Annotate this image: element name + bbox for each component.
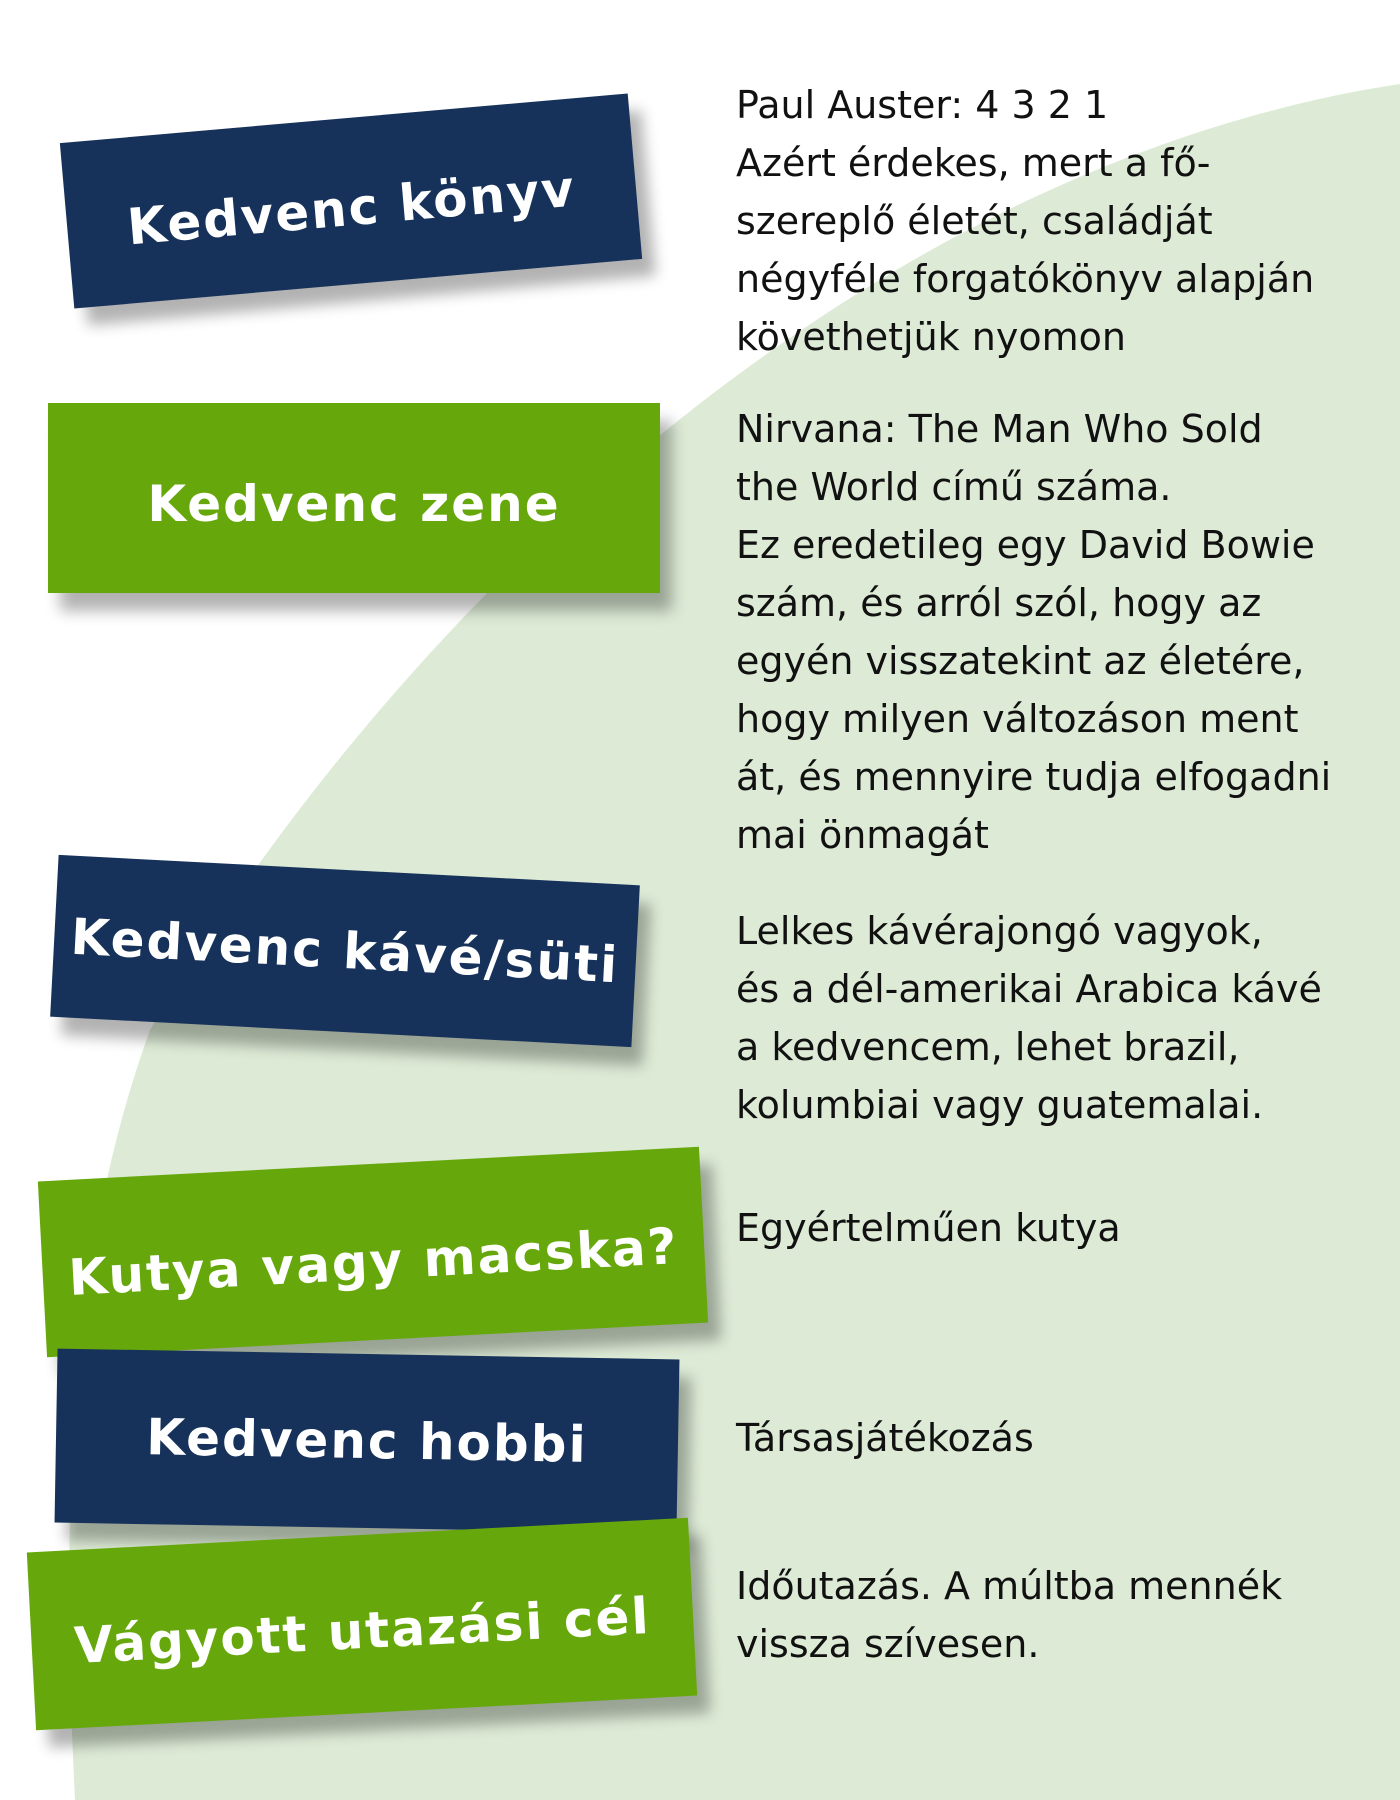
label-text: Kedvenc könyv	[125, 159, 579, 257]
answer-kedvenc-kave-suti	[736, 902, 1376, 1134]
label-text: Kedvenc hobbi	[145, 1408, 589, 1474]
answer-line: Azért érdekes, mert a fő-	[736, 141, 1211, 185]
answer-kedvenc-hobbi	[736, 1409, 1376, 1467]
answer-line: és a dél-amerikai Arabica kávé	[736, 967, 1322, 1011]
label-kedvenc-zene	[48, 403, 660, 593]
answer-line: szereplő életét, családját	[736, 199, 1213, 243]
label-kedvenc-hobbi	[55, 1349, 680, 1534]
answer-line: vissza szívesen.	[736, 1622, 1040, 1666]
answer-line: Társasjátékozás	[736, 1416, 1034, 1460]
answer-line: követhetjük nyomon	[736, 315, 1126, 359]
answer-line: Időutazás. A múltba mennék	[736, 1564, 1283, 1608]
answer-line: Paul Auster: 4 3 2 1	[736, 83, 1109, 127]
answer-line: át, és mennyire tudja elfogadni	[736, 755, 1332, 799]
answer-kedvenc-zene	[736, 400, 1376, 864]
label-kutya-vagy-macska	[38, 1147, 708, 1357]
label-kedvenc-kave-suti	[50, 855, 640, 1047]
answer-kutya-vagy-macska	[736, 1199, 1376, 1257]
answer-line: szám, és arról szól, hogy az	[736, 581, 1262, 625]
label-vagyott-utazasi-cel	[27, 1518, 697, 1730]
answer-line: Nirvana: The Man Who Sold	[736, 407, 1263, 451]
answer-line: Lelkes kávérajongó vagyok,	[736, 909, 1263, 953]
answer-line: egyén visszatekint az életére,	[736, 639, 1305, 683]
answer-line: Egyértelműen kutya	[736, 1206, 1121, 1250]
label-text: Kedvenc zene	[147, 475, 561, 533]
label-text: Vágyott utazási cél	[72, 1586, 652, 1676]
answer-line: kolumbiai vagy guatemalai.	[736, 1083, 1264, 1127]
answer-vagyott-utazasi-cel	[736, 1557, 1376, 1673]
answer-line: négyféle forgatókönyv alapján	[736, 257, 1315, 301]
answer-line: mai önmagát	[736, 813, 989, 857]
label-text: Kutya vagy macska?	[67, 1217, 680, 1307]
answer-kedvenc-konyv	[736, 76, 1376, 366]
answer-line: the World című száma.	[736, 465, 1172, 509]
label-text: Kedvenc kávé/süti	[69, 907, 621, 995]
answer-line: Ez eredetileg egy David Bowie	[736, 523, 1315, 567]
answer-line: hogy milyen változáson ment	[736, 697, 1299, 741]
answer-line: a kedvencem, lehet brazil,	[736, 1025, 1240, 1069]
